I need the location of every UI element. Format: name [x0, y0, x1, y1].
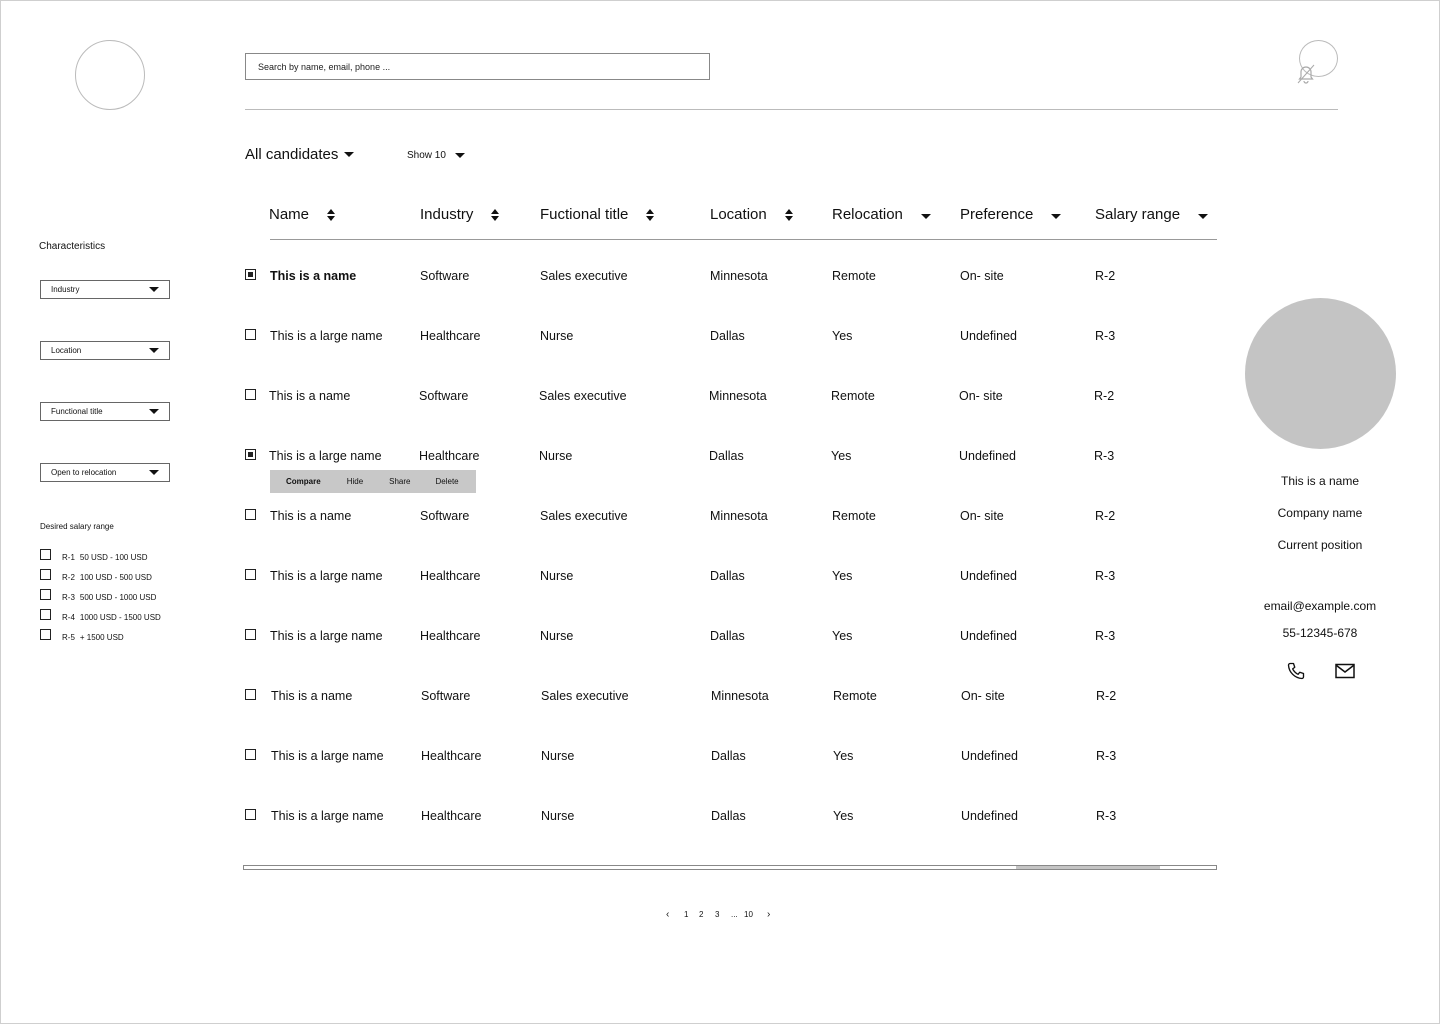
- salary-code: R-2: [62, 573, 75, 582]
- caret-down-icon[interactable]: [1198, 214, 1208, 219]
- cell-salary-range: R-2: [1094, 389, 1115, 403]
- column-label: Relocation: [832, 206, 903, 223]
- cell-relocation: Yes: [832, 329, 853, 343]
- cell-name: This is a name: [270, 509, 352, 523]
- row-checkbox[interactable]: [245, 329, 256, 340]
- cell-name: This is a large name: [271, 809, 384, 823]
- column-label: Name: [269, 206, 310, 223]
- cell-salary-range: R-3: [1095, 329, 1116, 343]
- column-header-relocation[interactable]: [832, 206, 931, 223]
- salary-code: R-1: [62, 553, 75, 562]
- candidates-scope-dropdown[interactable]: [245, 146, 354, 163]
- cell-preference: On- site: [959, 389, 1003, 403]
- salary-code: R-4: [62, 613, 75, 622]
- checkbox[interactable]: [40, 549, 51, 560]
- table-row[interactable]: [0, 504, 1240, 528]
- salary-range: 100 USD - 500 USD: [79, 573, 152, 582]
- table-row[interactable]: [0, 744, 1240, 768]
- salary-code: R-5: [62, 633, 75, 642]
- cell-preference: Undefined: [960, 569, 1017, 583]
- cell-functional-title: Nurse: [541, 809, 575, 823]
- cell-functional-title: Sales executive: [541, 689, 629, 703]
- sort-icon[interactable]: [491, 209, 499, 221]
- salary-range-title: Desired salary range: [40, 522, 114, 531]
- compare-button[interactable]: Compare: [286, 477, 321, 486]
- filter-label: Location: [51, 346, 82, 355]
- cell-functional-title: Sales executive: [539, 389, 627, 403]
- cell-relocation: Remote: [833, 689, 877, 703]
- cell-salary-range: R-2: [1095, 509, 1116, 523]
- share-button[interactable]: Share: [389, 477, 411, 486]
- cell-location: Dallas: [711, 749, 746, 763]
- table-row[interactable]: [0, 684, 1240, 708]
- row-checkbox[interactable]: [245, 389, 256, 400]
- cell-salary-range: R-2: [1095, 269, 1116, 283]
- row-checkbox[interactable]: [245, 269, 256, 280]
- row-checkbox[interactable]: [245, 689, 256, 700]
- cell-preference: Undefined: [960, 329, 1017, 343]
- cell-location: Dallas: [710, 629, 745, 643]
- cell-preference: Undefined: [960, 629, 1017, 643]
- column-label: Salary range: [1095, 206, 1181, 223]
- scope-label: All candidates: [245, 146, 339, 163]
- column-header-salary-range[interactable]: [1095, 206, 1208, 223]
- bell-icon[interactable]: [1297, 64, 1315, 84]
- table-row[interactable]: [0, 264, 1240, 288]
- cell-name: This is a large name: [270, 629, 383, 643]
- characteristics-title: Characteristics: [39, 241, 106, 252]
- cell-relocation: Remote: [832, 509, 876, 523]
- sort-icon[interactable]: [646, 209, 654, 221]
- cell-location: Minnesota: [710, 509, 768, 523]
- caret-down-icon: [149, 409, 159, 414]
- cell-name: This is a name: [269, 389, 351, 403]
- mail-icon[interactable]: [1335, 662, 1355, 680]
- row-context-menu: [270, 470, 476, 493]
- column-label: Industry: [420, 206, 474, 223]
- caret-down-icon[interactable]: [921, 214, 931, 219]
- page-size-dropdown[interactable]: [407, 150, 465, 161]
- row-checkbox[interactable]: [245, 629, 256, 640]
- page-ellipsis: ...: [731, 910, 738, 919]
- cell-salary-range: R-3: [1095, 569, 1116, 583]
- cell-name: This is a large name: [270, 569, 383, 583]
- caret-down-icon: [344, 152, 354, 157]
- cell-location: Dallas: [710, 329, 745, 343]
- cell-salary-range: R-3: [1094, 449, 1115, 463]
- page-button-10[interactable]: 10: [744, 910, 753, 919]
- logo: [75, 40, 145, 110]
- sort-icon[interactable]: [785, 209, 793, 221]
- checkbox[interactable]: [40, 589, 51, 600]
- cell-location: Dallas: [710, 569, 745, 583]
- salary-range: 500 USD - 1000 USD: [79, 593, 157, 602]
- cell-industry: Healthcare: [420, 329, 481, 343]
- checkbox[interactable]: [40, 609, 51, 620]
- profile-photo: [1245, 298, 1396, 449]
- header-divider: [245, 109, 1338, 110]
- page-button-1[interactable]: 1: [684, 910, 689, 919]
- salary-range: 50 USD - 100 USD: [79, 553, 148, 562]
- cell-industry: Healthcare: [421, 809, 482, 823]
- cell-industry: Healthcare: [420, 569, 481, 583]
- hide-button[interactable]: Hide: [346, 477, 364, 486]
- salary-range: + 1500 USD: [79, 633, 124, 642]
- cell-functional-title: Nurse: [540, 569, 574, 583]
- cell-name: This is a large name: [271, 749, 384, 763]
- cell-preference: On- site: [960, 509, 1004, 523]
- cell-location: Minnesota: [710, 269, 768, 283]
- cell-location: Dallas: [711, 809, 746, 823]
- cell-industry: Healthcare: [421, 749, 482, 763]
- cell-relocation: Yes: [831, 449, 852, 463]
- row-checkbox[interactable]: [245, 569, 256, 580]
- column-header-name[interactable]: [269, 206, 335, 223]
- cell-name: This is a large name: [270, 329, 383, 343]
- sort-icon[interactable]: [327, 209, 335, 221]
- next-page-button[interactable]: ›: [767, 909, 771, 920]
- filter-label: Industry: [51, 285, 80, 294]
- cell-salary-range: R-3: [1096, 749, 1117, 763]
- row-checkbox[interactable]: [245, 749, 256, 760]
- table-row[interactable]: [0, 324, 1240, 348]
- cell-relocation: Yes: [832, 629, 853, 643]
- column-label: Location: [710, 206, 767, 223]
- page-button-2[interactable]: 2: [699, 910, 704, 919]
- profile-email[interactable]: email@example.com: [1263, 599, 1377, 613]
- cell-industry: Software: [419, 389, 469, 403]
- cell-salary-range: R-3: [1095, 629, 1116, 643]
- column-header-industry[interactable]: [420, 206, 499, 223]
- caret-down-icon: [455, 153, 465, 158]
- column-header-location[interactable]: [710, 206, 793, 223]
- filter-label: Open to relocation: [51, 468, 117, 477]
- cell-preference: Undefined: [961, 809, 1018, 823]
- cell-relocation: Remote: [832, 269, 876, 283]
- cell-functional-title: Sales executive: [540, 269, 628, 283]
- column-label: Preference: [960, 206, 1034, 223]
- cell-industry: Healthcare: [420, 629, 481, 643]
- salary-range: 1000 USD - 1500 USD: [79, 613, 161, 622]
- cell-salary-range: R-3: [1096, 809, 1117, 823]
- cell-functional-title: Nurse: [540, 629, 574, 643]
- cell-preference: Undefined: [961, 749, 1018, 763]
- cell-preference: On- site: [960, 269, 1004, 283]
- salary-option-r4[interactable]: [40, 613, 161, 622]
- phone-icon[interactable]: [1286, 661, 1306, 681]
- cell-location: Minnesota: [711, 689, 769, 703]
- filter-label: Functional title: [51, 407, 103, 416]
- page-button-3[interactable]: 3: [715, 910, 720, 919]
- salary-code: R-3: [62, 593, 75, 602]
- delete-button[interactable]: Delete: [435, 477, 459, 486]
- cell-relocation: Remote: [831, 389, 875, 403]
- profile-name: This is a name: [1280, 474, 1360, 488]
- cell-functional-title: Sales executive: [540, 509, 628, 523]
- prev-page-button[interactable]: ‹: [666, 909, 670, 920]
- search-input[interactable]: [245, 53, 710, 80]
- cell-name: This is a name: [271, 689, 353, 703]
- cell-salary-range: R-2: [1096, 689, 1117, 703]
- table-row[interactable]: [0, 444, 1240, 468]
- profile-position: Current position: [1277, 538, 1363, 552]
- column-header-functional-title[interactable]: [540, 206, 654, 223]
- cell-industry: Software: [421, 689, 471, 703]
- cell-location: Dallas: [709, 449, 744, 463]
- table-row[interactable]: [0, 804, 1240, 828]
- profile-phone[interactable]: 55-12345-678: [1282, 626, 1358, 640]
- table-row[interactable]: [0, 564, 1240, 588]
- row-checkbox[interactable]: [245, 809, 256, 820]
- cell-industry: Software: [420, 269, 470, 283]
- caret-down-icon: [149, 470, 159, 475]
- cell-preference: On- site: [961, 689, 1005, 703]
- header-divider: [270, 239, 1217, 240]
- table-row[interactable]: [0, 624, 1240, 648]
- cell-functional-title: Nurse: [540, 329, 574, 343]
- cell-name: This is a large name: [269, 449, 382, 463]
- cell-name: This is a name: [270, 269, 357, 283]
- scrollbar-thumb[interactable]: [1016, 866, 1160, 869]
- column-header-preference[interactable]: [960, 206, 1061, 223]
- cell-functional-title: Nurse: [539, 449, 573, 463]
- cell-relocation: Yes: [833, 809, 854, 823]
- table-row[interactable]: [0, 384, 1240, 408]
- column-label: Fuctional title: [540, 206, 629, 223]
- cell-location: Minnesota: [709, 389, 767, 403]
- salary-option-r1[interactable]: [40, 553, 147, 562]
- row-checkbox[interactable]: [245, 449, 256, 460]
- cell-preference: Undefined: [959, 449, 1016, 463]
- profile-company: Company name: [1277, 506, 1363, 520]
- cell-relocation: Yes: [832, 569, 853, 583]
- caret-down-icon: [149, 348, 159, 353]
- cell-industry: Healthcare: [419, 449, 480, 463]
- cell-industry: Software: [420, 509, 470, 523]
- cell-functional-title: Nurse: [541, 749, 575, 763]
- row-checkbox[interactable]: [245, 509, 256, 520]
- page-size-label: Show 10: [407, 150, 446, 161]
- cell-relocation: Yes: [833, 749, 854, 763]
- salary-option-r3[interactable]: [40, 593, 156, 602]
- caret-down-icon[interactable]: [1051, 214, 1061, 219]
